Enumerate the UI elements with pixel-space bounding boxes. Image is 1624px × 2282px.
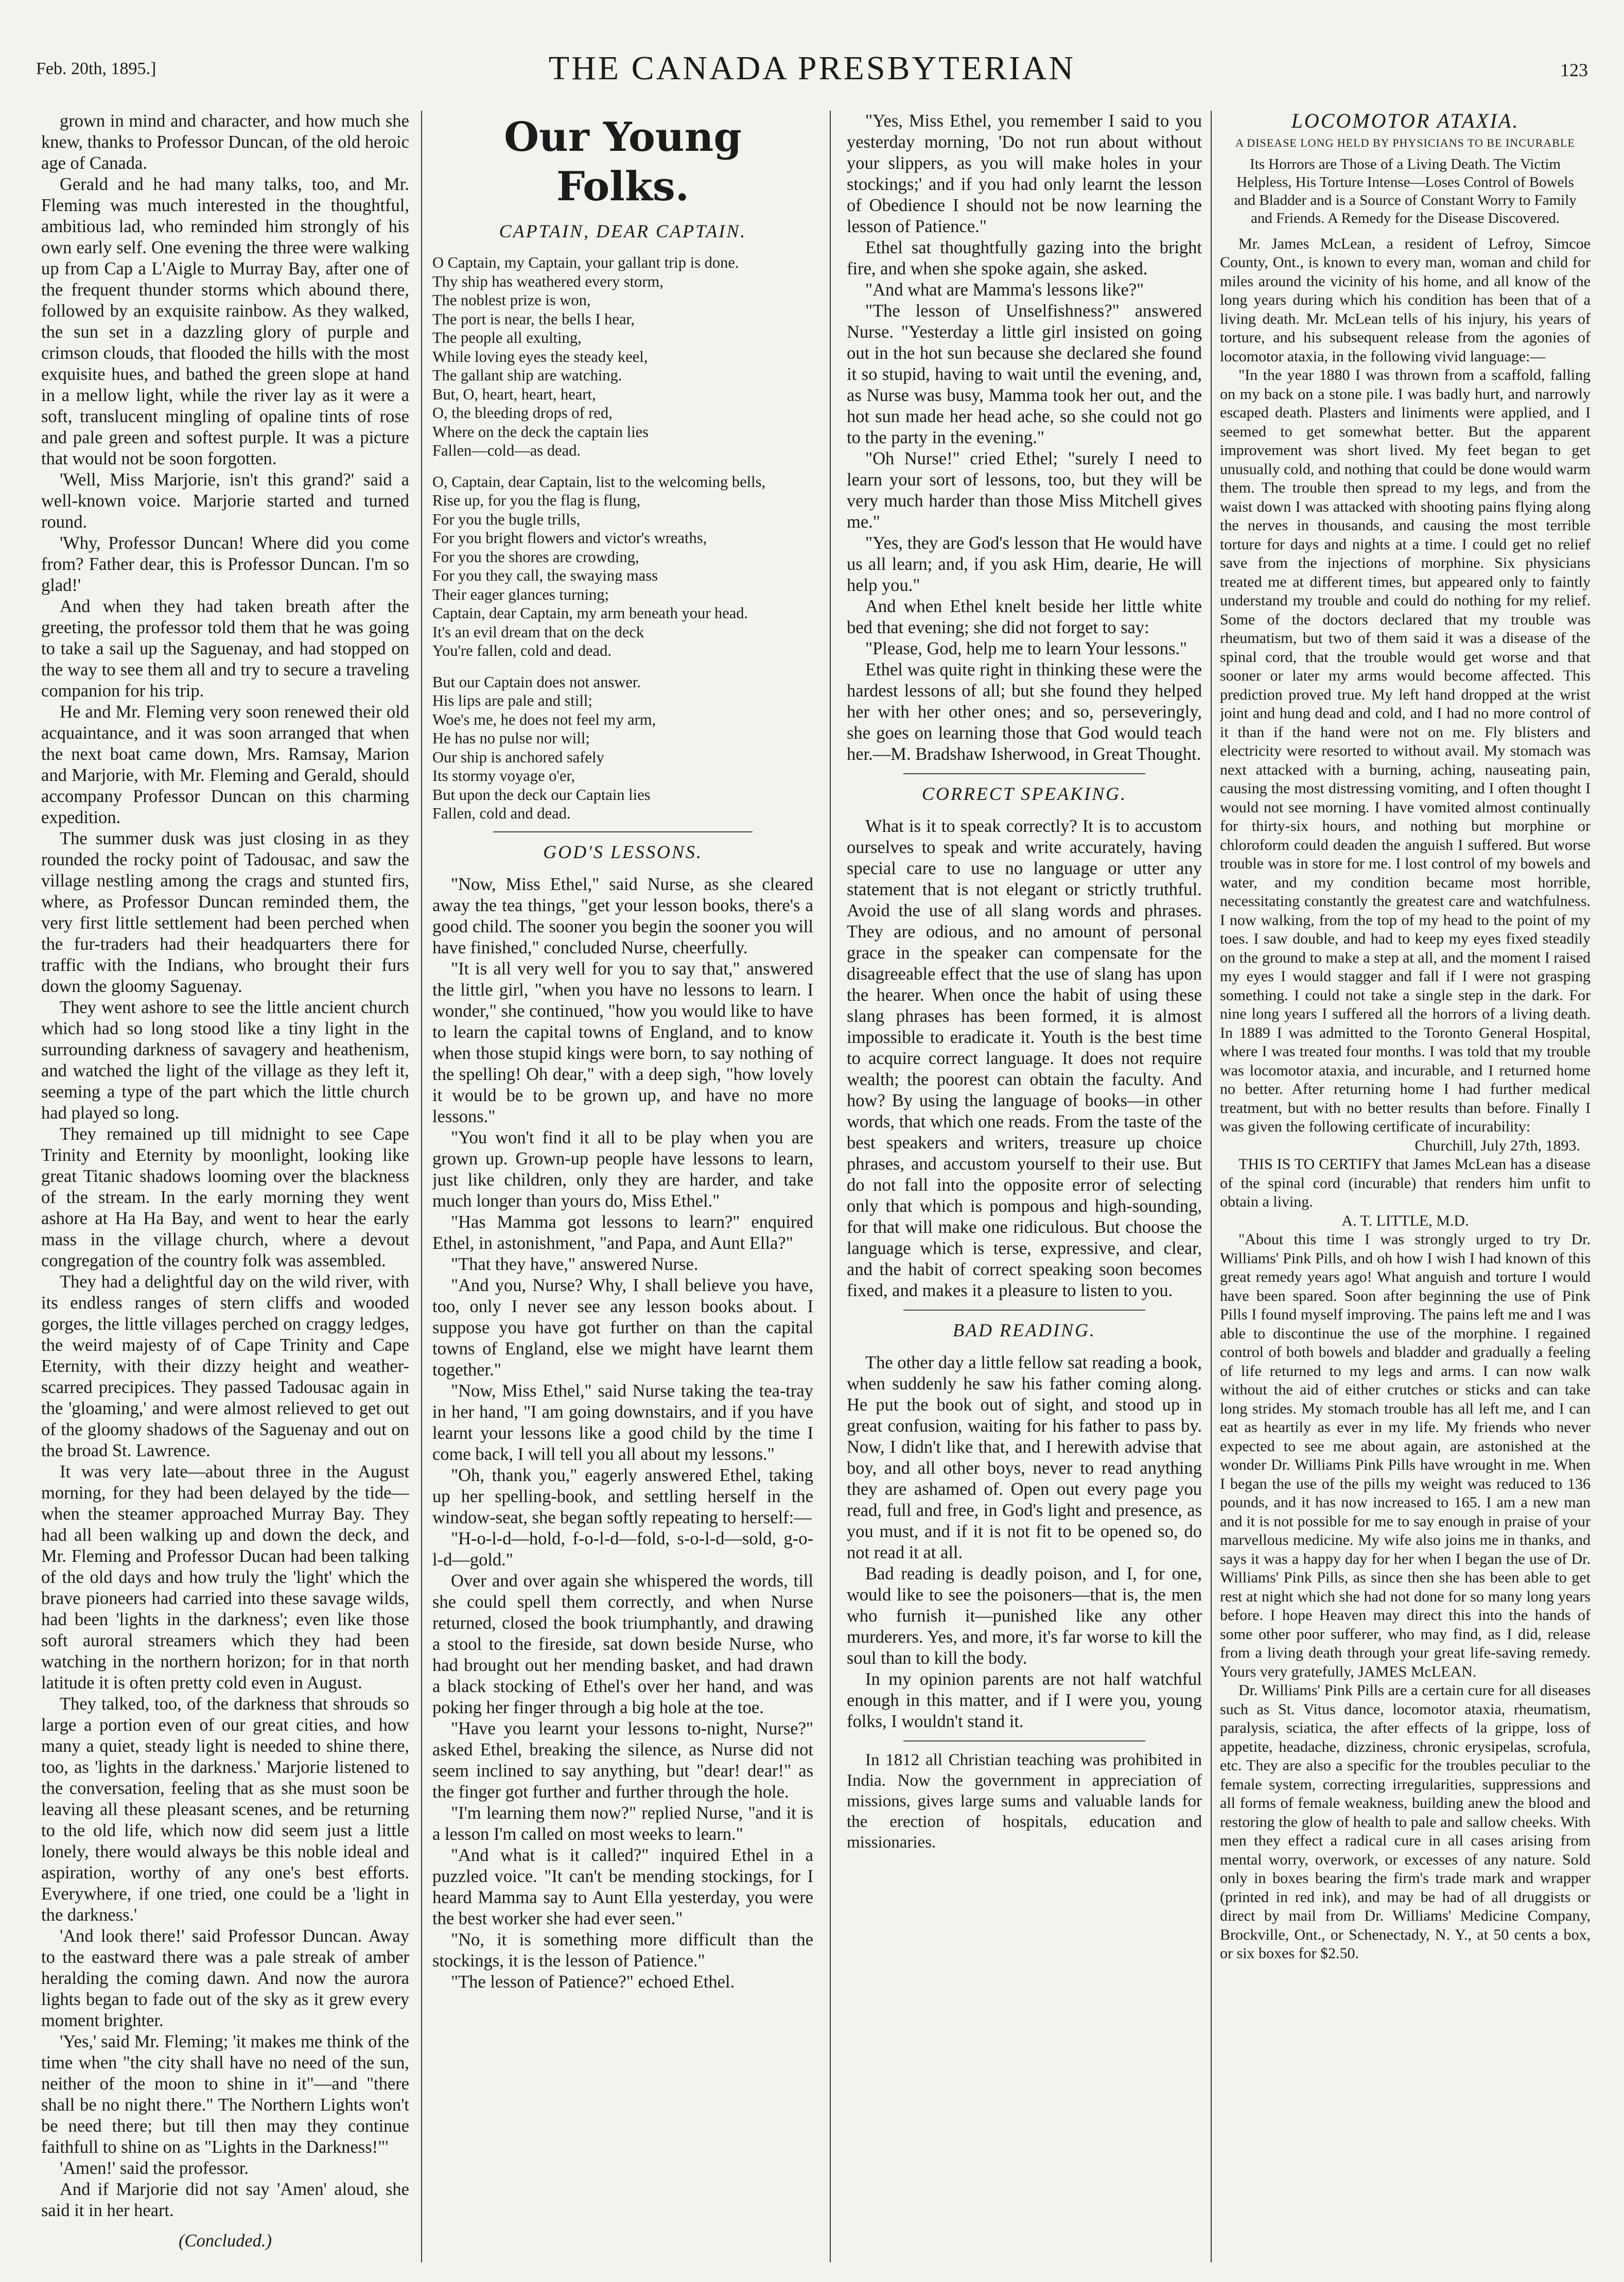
lessons-paragraph: "And you, Nurse? Why, I shall believe you have, too, only I never see any lesson books about. I suppose you have got further on than the capital towns of England, else we might have learnt them together." (432, 1275, 813, 1380)
lessons-paragraph: "I'm learning them now?" replied Nurse, "and it is a lesson I'm called on most weeks to learn." (432, 1803, 813, 1844)
column-divider (1211, 111, 1212, 2262)
poem-line: He has no pulse nor will; (432, 729, 590, 747)
lessons-paragraph: "The lesson of Patience?" echoed Ethel. (451, 1972, 735, 1992)
poem-line: Fallen—cold—as dead. (432, 442, 581, 459)
speaking-title: CORRECT SPEAKING. (921, 783, 1127, 804)
story-paragraph: Gerald and he had many talks, too, and Mr. Fleming was much interested in the thoughtful, ambitious lad, who reminded him strongly of his own early self. One evening the three were walking up from Cap a L'Aigle to Murray Bay, after one of the frequent thunder storms which abound there, followed by an exquisite rainbow. As they walked, the sun set in a dazzling glory of purple and crimson clouds, that flooded the hills with the most exquisite hues, and bathed the green slope at hand in a mellow light, while the river lay as it were a soft, translucent mingling of opaline tints of rose and pale green and softest purple. It was a picture that would not be soon forgotten. (41, 175, 409, 468)
reading-title: BAD READING. (953, 1320, 1096, 1340)
certificate-date: Churchill, July 27th, 1893. (1415, 1137, 1580, 1154)
lessons-paragraph: "Have you learnt your lessons to-night, Nurse?" asked Ethel, breaking the silence, as Nurse did not seem inclined to say anything, but "dear! dear!" as the finger got further and further through the hole. (432, 1718, 813, 1802)
lessons-paragraph: "The lesson of Unselfishness?" answered Nurse. "Yesterday a little girl insisted on going out in the hot sun because she declared she found it so stupid, having to wait until the evening, and, as Nurse was busy, Mamma took her out, and the hot sun made her head ache, so she could not go to the party in the evening." (847, 301, 1202, 447)
poem-line: You're fallen, cold and dead. (432, 642, 612, 659)
lessons-paragraph: "Oh, thank you," eagerly answered Ethel, taking up her spelling-book, and settling herself in the window-seat, she began softly repeating to herself:— (432, 1465, 813, 1527)
story-paragraph: He and Mr. Fleming very soon renewed their old acquaintance, and it was soon arranged that when the next boat came down, Mrs. Ramsay, Marion and Marjorie, with Mr. Fleming and Gerald, should accompany Professor Duncan on this charming expedition. (41, 702, 409, 827)
lessons-paragraph: And when Ethel knelt beside her little white bed that evening; she did not forget to say: (847, 597, 1202, 637)
story-paragraph: And if Marjorie did not say 'Amen' aloud, she said it in her heart. (41, 2180, 409, 2220)
column-divider (421, 111, 422, 2262)
lessons-title: GOD'S LESSONS. (543, 841, 703, 862)
publication-title: THE CANADA PRESBYTERIAN (548, 49, 1076, 87)
young-folks-column-continued (847, 111, 1202, 2257)
article-paragraph: "In the year 1880 I was thrown from a scaffold, falling on my back on a stone pile. I was badly hurt, and narrowly escaped death. Plasters and liniments were applied, and I seemed to get somewhat better. But the apparent improvement was short lived. My feet began to get unusually cold, and nothing that could be done would warm them. The trouble then spread to my legs, and from the waist down I was attacked with shooting pains flying along the nerves in thousands, and causing the most terrible torture for days and nights at a time. I could get no relief save from the injections of morphine. Six physicians treated me at different times, but appeared only to faintly understand my trouble and could do nothing for my relief. Some of the doctors declared that my trouble was rheumatism, but two of them said it was a disease of the spinal cord, that the trouble would get worse and that sooner or later my arms would become affected. This prediction proved true. My left hand dropped at the wrist joint and hung dead and cold, and I had no more control of it than if the hand were not on me. Fly blisters and electricity were resorted to without avail. My stomach was next attacked with a burning, aching, nauseating pain, causing the most distressing vomiting, and I often thought I would not see morning. I have vomited almost continually for thirty-six hours, and nothing but morphine or chloroform could deaden the anguish I suffered. But worse trouble was in store for me. I lost control of my bowels and water, and my condition became most horrible, necessitating constantly the greatest care and watchfulness. I now walking, from the top of my head to the point of my toes. I saw double, and had to keep my eyes fixed steadily on the ground to make a step at all, and the moment I raised my eyes I would stagger and fall if I were not grasping something. I could not take a single step in the dark. For nine long years I suffered all the horrors of a living death. In 1889 I was admitted to the Toronto General Hospital, where I was treated four months. I was told that my trouble was locomotor ataxia, and incurable, and I returned home no better. After returning home I had further medical treatment, but with no better results than before. Finally I was given the following certificate of incurability: (1220, 367, 1591, 1135)
article-title: LOCOMOTOR ATAXIA. (1291, 111, 1520, 132)
lessons-paragraph: "Now, Miss Ethel," said Nurse taking the tea-tray in her hand, "I am going downstairs, and if you have learnt your lessons like a good child by the time I come back, I will tell you all about my lessons." (432, 1381, 813, 1464)
lessons-paragraph: Over and over again she whispered the words, till she could spell them correctly, and when Nurse returned, closed the book triumphantly, and drawing a stool to the fireside, sat down beside Nurse, who had brought out her mending basket, and had drawn a black stocking of Ethel's over her hand, and was poking her finger through a big hole at the toe. (432, 1571, 813, 1717)
lessons-paragraph: "Has Mamma got lessons to learn?" enquired Ethel, in astonishment, "and Papa, and Aunt Ella?" (432, 1212, 813, 1253)
lessons-paragraph: Ethel was quite right in thinking these were the hardest lessons of all; but she found they helped her with her other ones; and so, perseveringly, she goes on learning those that God would teach her.—M. Bradshaw Isherwood, in Great Thought. (847, 660, 1202, 764)
lessons-paragraph: "And what is it called?" inquired Ethel in a puzzled voice. "It can't be mending stockings, for I heard Mamma say to Aunt Ella yesterday, you were the best worker she had ever seen." (432, 1845, 813, 1928)
poem-line: For you bright flowers and victor's wreaths, (432, 529, 707, 547)
lessons-paragraph: "That they have," answered Nurse. (451, 1254, 699, 1274)
poem-line: O, the bleeding drops of red, (432, 404, 613, 422)
story-paragraph: The summer dusk was just closing in as they rounded the rocky point of Tadousac, and saw the village nestling among the crags and stunted firs, where, as Professor Duncan reminded them, the very first little settlement had been perched when the fur-traders had their headquarters there for traffic with the Indians, who brought their furs down the gloomy Saguenay. (41, 829, 409, 996)
poem-line: Our ship is anchored safely (432, 748, 604, 766)
story-paragraph: 'Amen!' said the professor. (60, 2158, 249, 2178)
section-rule (903, 1310, 1145, 1311)
lessons-paragraph: "It is all very well for you to say that," answered the little girl, "when you have no lessons to learn. I wonder," she continued, "how you would like to have to learn the capital towns of England, and to know when those stupid kings were born, to say nothing of the spelling! Oh dear," with a deep sigh, "how lovely it would be to be grown up, and have no more lessons." (432, 959, 813, 1126)
lessons-paragraph: "H-o-l-d—hold, f-o-l-d—fold, s-o-l-d—sold, g-o-l-d—gold." (432, 1528, 813, 1570)
poem (432, 253, 813, 823)
lessons-paragraph: "You won't find it all to be play when you are grown up. Grown-up people have lessons to learn, just like children, only they are harder, and take much longer than yours do, Miss Ethel." (432, 1127, 813, 1211)
stanza-gap (432, 660, 813, 673)
poem-line: The people all exulting, (432, 329, 582, 346)
poem-line: The port is near, the bells I hear, (432, 310, 635, 328)
story-paragraph: 'Well, Miss Marjorie, isn't this grand?' said a well-known voice. Marjorie started and turned round. (41, 470, 409, 532)
section-masthead: Our Young Folks. (504, 114, 742, 210)
poem-line: O, Captain, dear Captain, list to the welcoming bells, (432, 473, 766, 491)
story-paragraph: They talked, too, of the darkness that shrouds so large a portion even of our great cities, and how many a quiet, steady light is needed to shine there, too, as 'lights in the darkness.' Marjorie listened to the conversation, feeling that as she must soon be leaving all these pleasant scenes, and be returning to the old life, which now did seem just a little lonely, there would always be this noble ideal and aspiration, worthy of any one's best efforts. Everywhere, if one tried, one could be a 'light in the darkness.' (41, 1694, 409, 1925)
poem-line: The noblest prize is won, (432, 291, 591, 309)
poem-line: Fallen, cold and dead. (432, 805, 571, 822)
lessons-paragraph: "Please, God, help me to learn Your lessons." (865, 639, 1188, 658)
story-paragraph: They remained up till midnight to see Cape Trinity and Eternity by moonlight, looking like great Titanic shadows looming over the blackness of the stream. In the early morning they went ashore at Ha Ha Bay, and went to hear the early mass in the village church, where a devout congregation of the country folk was assembled. (41, 1124, 409, 1270)
article-text-continued (1220, 1230, 1591, 1963)
poem-line: Captain, dear Captain, my arm beneath your head. (432, 604, 748, 622)
poem-line: It's an evil dream that on the deck (432, 623, 644, 641)
issue-date: Feb. 20th, 1895.] (36, 59, 156, 78)
stanza-gap (432, 460, 813, 473)
lessons-text-continued (847, 111, 1202, 765)
article-summary: Its Horrors are Those of a Living Death. The Victim Helpless, His Torture Intense—Loses Control of Bowels and Bladder and is a Source of Constant Worry to Family and Friends. A Remedy for the Disease Discovered. (1234, 155, 1577, 227)
poem-line: Their eager glances turning; (432, 585, 609, 603)
column-divider (830, 111, 831, 2262)
lessons-paragraph: Ethel sat thoughtfully gazing into the bright fire, and when she spoke again, she asked. (847, 238, 1202, 278)
story-paragraph: They went ashore to see the little ancient church which had so long stood like a tiny light in the surrounding darkness of savagery and heathenism, and watched the light of the village as they left it, seeming a type of the part which the little church had played so long. (41, 998, 409, 1123)
page-header (36, 28, 1588, 95)
story-paragraph: grown in mind and character, and how much she knew, thanks to Professor Duncan, of the old heroic age of Canada. (41, 111, 409, 173)
story-paragraph: 'Yes,' said Mr. Fleming; 'it makes me think of the time when "the city shall have no need of the sun, neither of the moon to shine in it"—and "there shall be no night there." The Northern Lights won't be need there; but till then may they continue faithfull to shine on as "Lights in the Darkness!"' (41, 2032, 409, 2157)
reading-paragraph: In my opinion parents are not half watchful enough in this matter, and if I were you, young folks, I wouldn't stand it. (847, 1669, 1202, 1731)
story-paragraph: They had a delightful day on the wild river, with its endless ranges of stern cliffs and wooded gorges, the little villages perched on craggy ledges, the weird majesty of of Cape Trinity and Cape Eternity, with their dizzy height and weather-scarred precipices. They passed Tadousac again in the 'gloaming,' and were almost relieved to get out of the gloomy shadows of the Saguenay and out on the broad St. Lawrence. (41, 1272, 409, 1460)
article-paragraph: "About this time I was strongly urged to try Dr. Williams' Pink Pills, and oh how I wish I had known of this great remedy years ago! What anguish and torture I would have been spared. Soon after beginning the use of Pink Pills I found myself improving. The pains left me and I was able to discontinue the use of the morphine. I regained control of both bowels and bladder and gradually a feeling of life returned to my legs and arms. I can now walk without the aid of either crutches or sticks and can take long strides. My stomach trouble has all left me, and I can eat as heartily as ever in my life. My friends who never expected to see me about again, are astonished at the wonder Dr. Williams Pink Pills have wrought in me. When I began the use of the pills my weight was reduced to 136 pounds, and it has now increased to 165. I am a new man and it is not possible for me to say enough in praise of your marvellous medicine. My wife also joins me in thanks, and says it was a happy day for her when I began the use of Dr. Williams' Pink Pills, as since then she has been able to get rest at night which she had not done for so many long years before. I hope Heaven may direct this into the hands of some other poor sufferer, who may find, as I did, release from a living death through your great life-saving remedy. Yours very gratefully, JAMES McLEAN. (1220, 1231, 1591, 1680)
poem-line: For you they call, the swaying mass (432, 567, 658, 584)
poem-line: Where on the deck the captain lies (432, 423, 649, 441)
article-text (1220, 235, 1591, 1137)
story-column (41, 111, 409, 2257)
young-folks-column (432, 111, 813, 2257)
lessons-paragraph: "No, it is something more difficult than the stockings, it is the lesson of Patience." (432, 1929, 813, 1971)
poem-line: But upon the deck our Captain lies (432, 786, 651, 804)
poem-line: But, O, heart, heart, heart, (432, 385, 596, 403)
poem-line: Thy ship has weathered every storm, (432, 272, 663, 290)
speaking-paragraph: What is it to speak correctly? It is to accustom ourselves to speak and write accurately, having special care to use no language or utter any statement that is not elegant or strictly truthful. Avoid the use of all slang words and phrases. They are odious, and no amount of personal grace in the speaker can compensate for the disagreeable effect that the use of slang has upon the hearer. When once the habit of using these slang phrases has been formed, it is almost impossible to eradicate it. Youth is the best time to acquire correct language. It does not require wealth; the poorest can obtain the faculty. And how? By using the language of books—in other words, that which one reads. From the taste of the best speakers and writers, treasure up choice phrases, and accustom yourself to their use. But do not fall into the opposite error of selecting only that which is pompous and high-sounding, for that will make one ridiculous. But choose the language which is terse, expressive, and clear, and the habit of correct speaking soon becomes fixed, and makes it a pleasure to listen to you. (847, 816, 1202, 1300)
section-rule (903, 1740, 1145, 1741)
lessons-paragraph: "And what are Mamma's lessons like?" (865, 280, 1144, 300)
lessons-text (432, 874, 813, 1993)
poem-line: While loving eyes the steady keel, (432, 347, 648, 365)
poem-line: The gallant ship are watching. (432, 367, 622, 384)
lessons-paragraph: "Oh Nurse!" cried Ethel; "surely I need to learn your sort of lessons, too, but they will be very much harder than those Miss Mitchell gives me." (847, 449, 1202, 532)
article-paragraph: Dr. Williams' Pink Pills are a certain cure for all diseases such as St. Vitus dance, locomotor ataxia, rheumatism, paralysis, sciatica, the after effects of la grippe, loss of appetite, headache, dizziness, chronic erysipelas, scrofula, etc. They are also a specific for the troubles peculiar to the female system, correcting irregularities, suppressions and all forms of female weakness, building anew the blood and restoring the glow of health to pale and sallow cheeks. With men they effect a radical cure in all cases arising from mental worry, overwork, or excesses of any nature. Sold only in boxes bearing the firm's trade mark and wrapper (printed in red ink), and may be had of all druggists or direct by mail from Dr. Williams' Medicine Company, Brockville, Ont., or Schenectady, N. Y., at 50 cents a box, or six boxes for $2.50. (1220, 1682, 1591, 1962)
story-paragraph: It was very late—about three in the August morning, for they had been delayed by the tide—when the steamer approached Murray Bay. They had all been walking up and down the deck, and Mr. Fleming and Professor Ducan had been talking of the old days and how truly the 'light' which the brave pioneers had carried into these savage wilds, had been 'lights in the darkness'; even like those soft auroral streamers which they had been watching in the northern horizon; for in that north latitude it is often pretty cold even in August. (41, 1462, 409, 1693)
story-paragraph: And when they had taken breath after the greeting, the professor told them that he was going to take a sail up the Saguenay, and had stopped on the way to see them all and try to secure a traveling companion for his trip. (41, 597, 409, 701)
section-rule (493, 831, 752, 832)
page-number: 123 (1560, 60, 1588, 80)
section-rule (903, 773, 1145, 774)
lessons-paragraph: "Yes, Miss Ethel, you remember I said to you yesterday morning, 'Do not run about without your slippers, as you will make holes in your stockings;' and if you had only learnt the lesson of Obedience I should not be now learning the lesson of Patience." (847, 111, 1202, 236)
missions-news-item: In 1812 all Christian teaching was prohibited in India. Now the government in appreciation of missions, gives large sums and valuable lands for the erection of hospitals, education and missionaries. (847, 1751, 1202, 1852)
poem-line: Rise up, for you the flag is flung, (432, 492, 641, 509)
reading-paragraph: The other day a little fellow sat reading a book, when suddenly he saw his father coming along. He put the book out of sight, and stood up in great confusion, waiting for his father to pass by. Now, I didn't like that, and I herewith advise that boy, and all other boys, never to read anything they are ashamed of. Open out every page you read, full and free, in God's light and presence, as you must, and if it is not fit to be opened so, do not read it at all. (847, 1353, 1202, 1562)
concluded-note: (Concluded.) (178, 2231, 272, 2251)
story-paragraph: 'Why, Professor Duncan! Where did you come from? Father dear, this is Professor Duncan. I'm so glad!' (41, 533, 409, 595)
reading-text (847, 1352, 1202, 1732)
poem-line: O Captain, my Captain, your gallant trip is done. (432, 254, 739, 271)
poem-line: For you the shores are crowding, (432, 548, 639, 566)
article-subtitle: A DISEASE LONG HELD BY PHYSICIANS TO BE INCURABLE (1235, 136, 1575, 149)
poem-line: Its stormy voyage o'er, (432, 767, 575, 785)
reading-paragraph: Bad reading is deadly poison, and I, for one, would like to see the poisoners—that is, the men who furnish it—punished like any other murderers. Yes, and more, it's far worse to kill the soul than to kill the body. (847, 1564, 1202, 1668)
speaking-text (847, 816, 1202, 1301)
advertisement-column (1220, 111, 1591, 2257)
article-paragraph: Mr. James McLean, a resident of Lefroy, Simcoe County, Ont., is known to every man, woman and child for miles around the vicinity of his home, and all know of the long years during which his condition has been that of a living death. Mr. McLean tells of his injury, his years of torture, and his subsequent release from the agonies of locomotor ataxia, in the following vivid language:— (1220, 235, 1591, 365)
certificate-signature: A. T. LITTLE, M.D. (1341, 1212, 1469, 1229)
poem-line: His lips are pale and still; (432, 692, 592, 709)
story-text (41, 111, 409, 2221)
poem-title: CAPTAIN, DEAR CAPTAIN. (499, 221, 747, 241)
lessons-paragraph: "Now, Miss Ethel," said Nurse, as she cleared away the tea things, "get your lesson books, there's a good child. The sooner you begin the sooner you will have finished," concluded Nurse, cheerfully. (432, 874, 813, 957)
story-paragraph: 'And look there!' said Professor Duncan. Away to the eastward there was a pale streak of amber heralding the coming dawn. And now the aurora lights began to fade out of the sky as it grew every moment brighter. (41, 1926, 409, 2030)
lessons-paragraph: "Yes, they are God's lesson that He would have us all learn; and, if you ask Him, dearie, He will help you." (847, 533, 1202, 595)
certificate-text: THIS IS TO CERTIFY that James McLean has a disease of the spinal cord (incurable) that renders him unfit to obtain a living. (1220, 1156, 1591, 1210)
poem-line: For you the bugle trills, (432, 510, 581, 528)
poem-line: But our Captain does not answer. (432, 673, 641, 691)
poem-line: Woe's me, he does not feel my arm, (432, 710, 656, 728)
